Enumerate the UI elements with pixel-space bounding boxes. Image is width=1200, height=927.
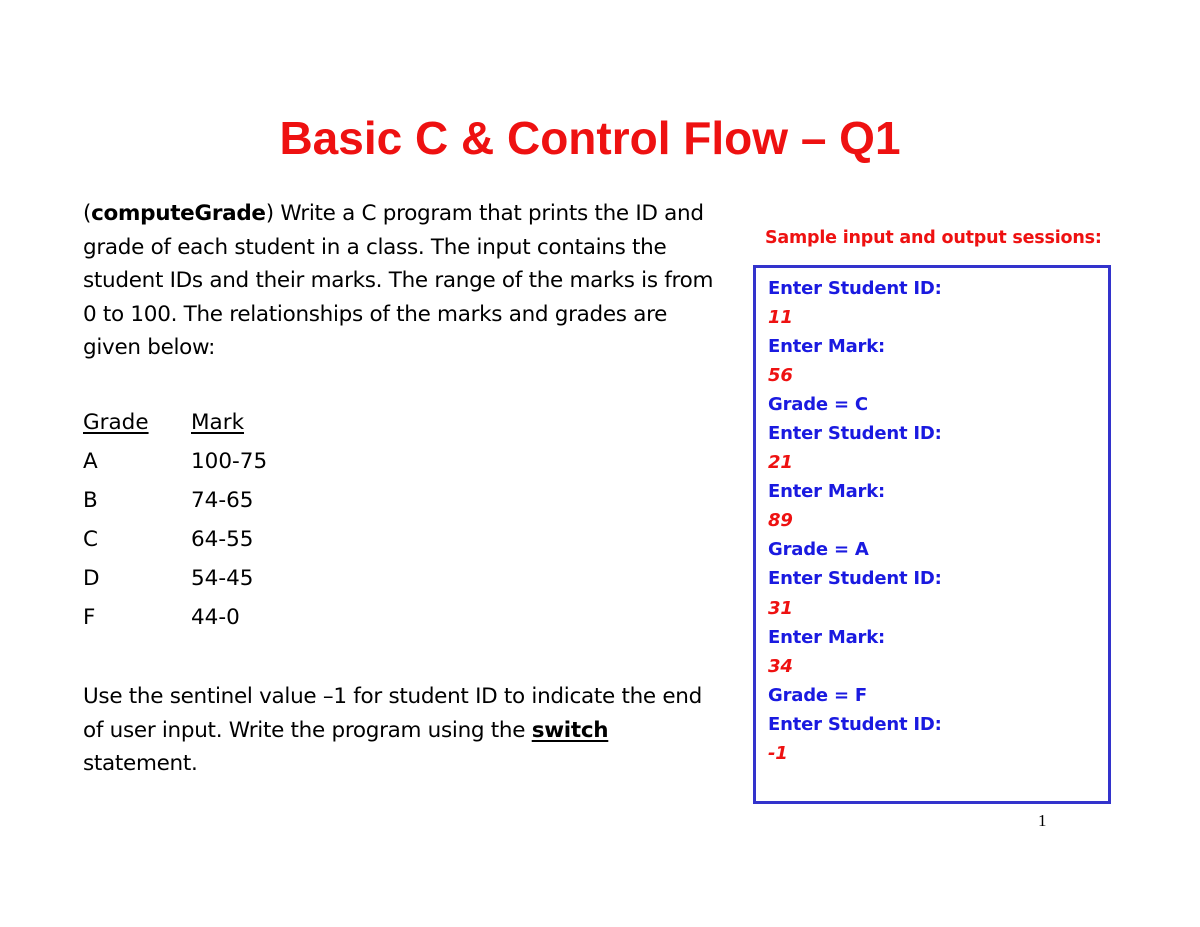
mark-cell: 44-0: [191, 605, 240, 630]
session-prompt: Enter Student ID:: [768, 568, 942, 590]
session-output: Grade = F: [768, 684, 868, 706]
instructions-line-3: statement.: [83, 751, 198, 776]
session-prompt: Enter Mark:: [768, 336, 885, 358]
grade-cell: C: [83, 527, 99, 552]
session-prompt: Enter Student ID:: [768, 278, 942, 299]
mark-cell: 64-55: [191, 527, 254, 552]
grade-table-header: [83, 405, 391, 444]
grade-row: [83, 600, 391, 639]
session-prompt: Enter Student ID:: [768, 713, 942, 735]
instructions-line-2-text: of user input. Write the program using the: [83, 717, 532, 743]
session-output: Grade = C: [768, 394, 868, 416]
problem-description: [83, 197, 753, 365]
function-name: computeGrade: [91, 201, 266, 226]
page-title: Basic C & Control Flow – Q1: [279, 112, 901, 164]
session-input: 34: [768, 655, 793, 677]
session-input: 56: [768, 365, 793, 387]
mark-cell: 100-75: [191, 449, 268, 474]
switch-keyword: switch: [531, 717, 609, 743]
sample-session-label: Sample input and output sessions:: [765, 228, 1102, 248]
grade-cell: A: [83, 449, 98, 474]
grade-table: [83, 405, 391, 639]
grade-row: [83, 522, 391, 561]
sample-session-box: [753, 265, 1111, 804]
session-prompt: Enter Student ID:: [768, 423, 942, 445]
grade-row: [83, 483, 391, 522]
description-line-3: student IDs and their marks. The range of the marks is from: [83, 268, 714, 293]
mark-cell: 54-45: [191, 566, 254, 591]
instructions: [83, 680, 753, 781]
instructions-line-2: [83, 714, 753, 748]
session-input: -1: [768, 742, 788, 764]
session-prompt: Enter Mark:: [768, 626, 885, 648]
mark-cell: 74-65: [191, 488, 254, 513]
grade-column-header: Grade: [83, 410, 149, 435]
page-number: 1: [1038, 811, 1047, 830]
grade-row: [83, 444, 391, 483]
grade-cell: B: [83, 488, 98, 513]
description-text-1: Write a C program that prints the ID and: [280, 201, 704, 226]
description-line-1: (computeGrade) Write a C program that prints the ID and: [83, 201, 704, 226]
description-line-2: grade of each student in a class. The input contains the: [83, 234, 667, 260]
grade-cell: D: [83, 566, 100, 591]
mark-column-header: Mark: [191, 410, 245, 435]
session-input: 89: [768, 510, 793, 532]
grade-row: [83, 561, 391, 600]
description-line-4: 0 to 100. The relationships of the marks and grades are: [83, 301, 668, 327]
grade-cell: F: [83, 605, 96, 630]
session-input: 31: [768, 597, 793, 619]
instructions-line-1: Use the sentinel value –1 for student ID to indicate the end: [83, 684, 702, 709]
description-line-5: given below:: [83, 335, 216, 360]
session-input: 11: [768, 307, 793, 329]
sample-session-lines: [768, 274, 942, 768]
session-input: 21: [768, 452, 793, 474]
session-output: Grade = A: [768, 539, 869, 561]
session-prompt: Enter Mark:: [768, 481, 885, 503]
